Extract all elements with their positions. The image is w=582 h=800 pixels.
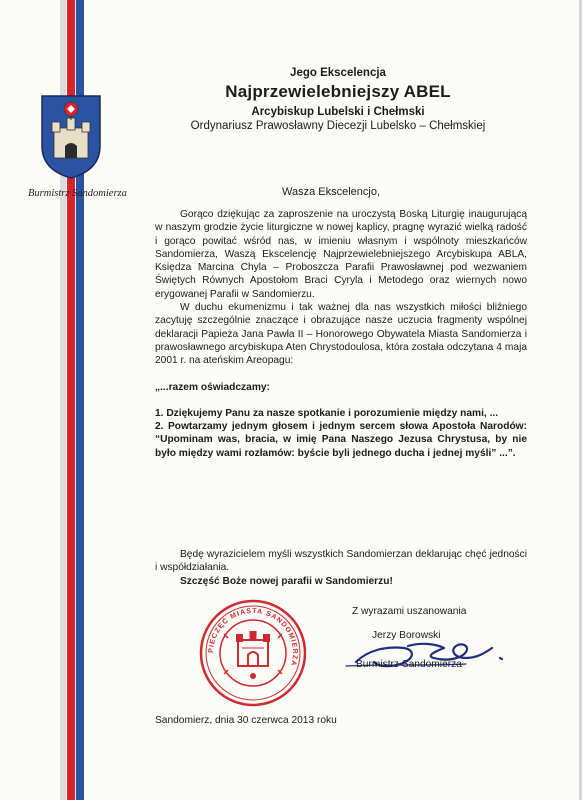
recipient-name: Najprzewielebniejszy ABEL <box>225 82 451 102</box>
declaration-intro: „...razem oświadczamy: <box>155 381 270 393</box>
paragraph-thanks: Gorąco dziękując za zaproszenie na uroczystą Boską Liturgię inaugurującą w naszym grodzie życie liturgiczne w nowej kaplicy, pragnę wyrazić wielką radość i gorąco powitać wśród nas, w imieniu własnym i wspólnoty mieszkańców Sandomierza, Waszą Ekscelencję Najprzewielebniejszego Arcybiskupa ABLA, Księdza Marcina Chyla – Proboszcza Parafii Prawosławnej pod wezwaniem Świętych Równych Apostołom Braci Cyryla i Metodego oraz wiernych nowo erygowanej Parafii w Sandomierzu. <box>155 209 527 300</box>
paragraph-unity: Będę wyrazicielem myśli wszystkich Sandomierzan deklarując chęć jedności i współdziałania. <box>155 549 527 574</box>
letter-header <box>110 66 566 133</box>
blessing-line: Szczęść Boże nowej parafii w Sandomierzu! <box>180 575 393 587</box>
recipient-title: Arcybiskup Lubelski i Chełmski <box>251 105 425 118</box>
date-place-line: Sandomierz, dnia 30 czerwca 2013 roku <box>155 715 337 726</box>
recipient-diocese: Ordynariusz Prawosławny Diecezji Lubelsko – Chełmskiej <box>190 120 486 132</box>
recipient-honorific: Jego Ekscelencja <box>290 67 386 79</box>
signer-title: Burmistrz Sandomierza <box>356 659 462 670</box>
paragraph-ecumenism: W duchu ekumenizmu i tak ważnej dla nas wszystkich miłości bliźniego zacytuję szczególnie znaczące i obrazujące nasze uczucia fragmenty wspólnej deklaracji Papieża Jana Pawła II – Honorowego Obywatela Miasta Sandomierza i prawosławnego arcybiskupa Aten Chrystodoulosa, która została odczytana 4 maja 2001 r. na ateńskim Areopagu: <box>155 302 527 367</box>
seal-inscription: PIECZĘĆ MIASTA SANDOMIERZA <box>207 607 299 668</box>
letter-body <box>155 208 527 460</box>
salutation: Wasza Ekscelencjo, <box>282 186 381 198</box>
city-coat-of-arms-icon <box>40 94 102 180</box>
regards-line: Z wyrazami uszanowania <box>352 606 467 617</box>
declaration-item-1: 1. Dziękujemy Panu za nasze spotkanie i porozumienie między nami, ... <box>155 407 499 419</box>
office-caption: Burmistrz Sandomierza <box>28 188 127 199</box>
city-seal-icon <box>198 598 308 708</box>
signer-name: Jerzy Borowski <box>372 630 441 641</box>
closing-block <box>155 548 527 588</box>
declaration-item-2: 2. Powtarzamy jednym głosem i jednym sercem słowa Apostoła Narodów: “Upominam was, bracia, w imię Pana Naszego Jezusa Chrystusa, by nie było między wami rozłamów: byście byli jednego ducha i jednej myśli” ...”. <box>155 421 527 459</box>
